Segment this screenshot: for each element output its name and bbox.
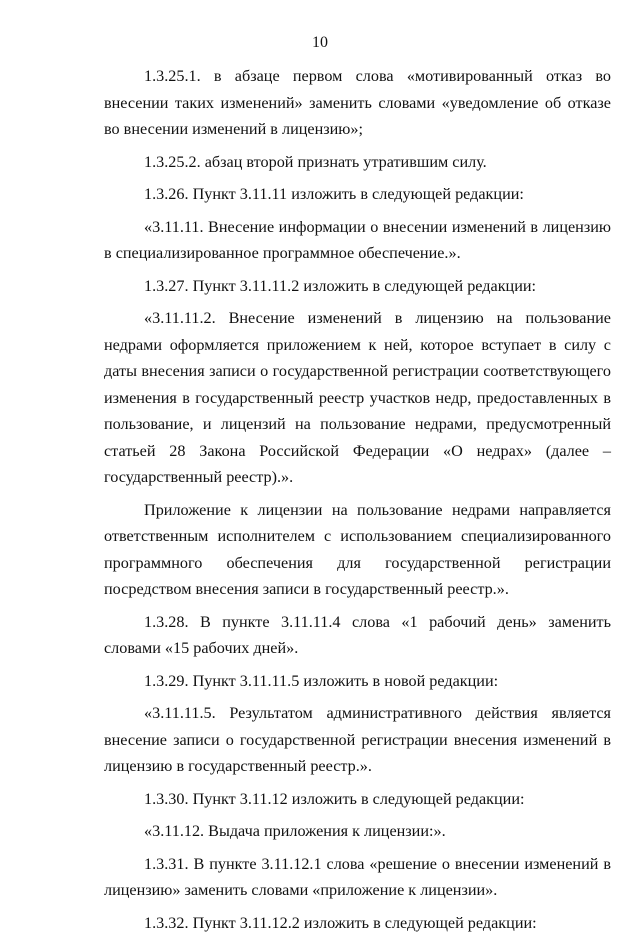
paragraph-quote-3-11-12: «3.11.12. Выдача приложения к лицензии:». <box>144 822 446 840</box>
document-body <box>104 63 611 942</box>
paragraph-1-3-30: 1.3.30. Пункт 3.11.12 изложить в следующей редакции: <box>144 789 525 808</box>
paragraph-1-3-31: 1.3.31. В пункте 3.11.12.1 слова «решение о внесении изменений в лицензию» заменить словами «приложение к лицензии». <box>104 854 611 899</box>
paragraph-1-3-25-1: 1.3.25.1. в абзаце первом слова «мотивированный отказ во внесении таких изменений» заменить словами «уведомление об отказе во внесении изменений в лицензию»; <box>104 67 611 138</box>
paragraph-quote-3-11-11-5: «3.11.11.5. Результатом административного действия является внесение записи о государственной регистрации внесения изменений в лицензию в государственный реестр.». <box>104 704 611 775</box>
paragraph-quote-3-11-11-2: «3.11.11.2. Внесение изменений в лицензию на пользование недрами оформляется приложением к ней, которое вступает в силу с даты внесения записи о государственной регистрации соответствующего изменения в государственный реестр участков недр, предоставленных в пользование, и лицензий на пользование недрами, предусмотренный статьей 28 Закона Российской Федерации «О недрах» (далее – государственный реестр).». <box>104 309 611 486</box>
paragraph-appendix-note: Приложение к лицензии на пользование недрами направляется ответственным исполнителем с использованием специализированного программного обеспечения для государственной регистрации посредством внесения записи в государственный реестр.». <box>104 500 611 598</box>
paragraph-1-3-29: 1.3.29. Пункт 3.11.11.5 изложить в новой редакции: <box>144 671 499 690</box>
paragraph-1-3-27: 1.3.27. Пункт 3.11.11.2 изложить в следующей редакции: <box>144 276 537 295</box>
paragraph-1-3-32: 1.3.32. Пункт 3.11.12.2 изложить в следующей редакции: <box>144 913 537 932</box>
paragraph-quote-3-11-11: «3.11.11. Внесение информации о внесении изменений в лицензию в специализированное программное обеспечение.». <box>104 217 611 262</box>
paragraph-1-3-26: 1.3.26. Пункт 3.11.11 изложить в следующей редакции: <box>144 185 524 203</box>
paragraph-1-3-28: 1.3.28. В пункте 3.11.11.4 слова «1 рабочий день» заменить словами «15 рабочих дней». <box>104 612 611 657</box>
page-number: 10 <box>312 34 328 51</box>
paragraph-1-3-25-2: 1.3.25.2. абзац второй признать утратившим силу. <box>144 152 487 171</box>
